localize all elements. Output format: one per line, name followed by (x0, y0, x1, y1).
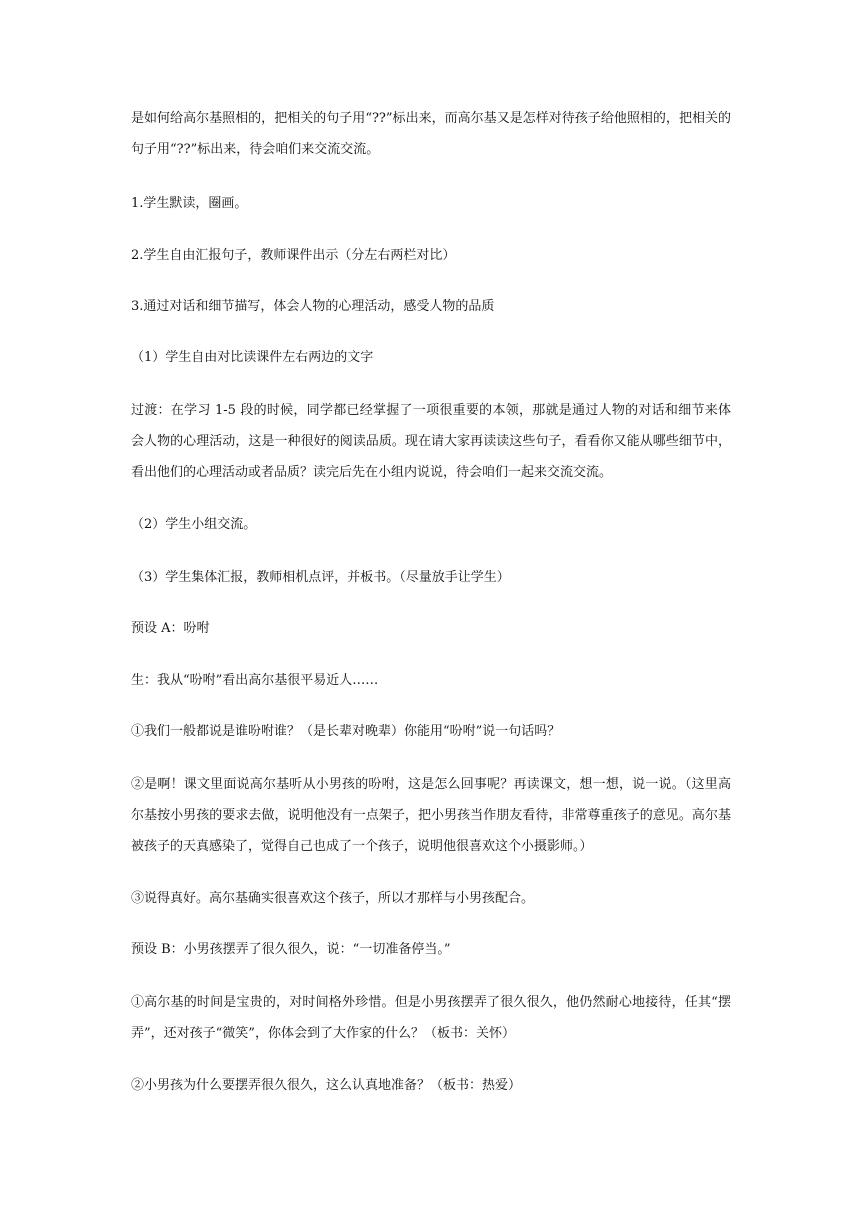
preset-a-point-2: ②是啊！课文里面说高尔基听从小男孩的吩咐，这是怎么回事呢？再读课文，想一想，说一说。（这里高尔基按小男孩的要求去做，说明他没有一点架子，把小男孩当作朋友看待，非常尊重孩子的意见。高尔基被孩子的天真感染了，觉得自己也成了一个孩子，说明他很喜欢这个小摄影师。） (131, 777, 731, 854)
paragraph-transition: 过渡：在学习 1-5 段的时候，同学都已经掌握了一项很重要的本领，那就是通过人物的对话和细节来体会人物的心理活动，这是一种很好的阅读品质。现在请大家再读读这些句子，看看你又能从哪些细节中，看出他们的心理活动或者品质？读完后先在小组内说说，待会咱们一起来交流交流。 (131, 403, 731, 480)
preset-b-heading: 预设 B：小男孩摆弄了很久很久，说：“一切准备停当。” (131, 942, 451, 957)
substep-3-class-report: （3）学生集体汇报，教师相机点评，并板书。（尽量放手让学生） (131, 570, 510, 585)
step-2-report-sentences: 2.学生自由汇报句子，教师课件出示（分左右两栏对比） (131, 248, 456, 263)
preset-a-heading: 预设 A：吩咐 (131, 621, 210, 636)
step-1-silent-reading: 1.学生默读，圈画。 (131, 196, 248, 211)
preset-b-point-2: ②小男孩为什么要摆弄很久很久，这么认真地准备？（板书：热爱） (131, 1078, 522, 1093)
preset-a-point-3: ③说得真好。高尔基确实很喜欢这个孩子，所以才那样与小男孩配合。 (131, 891, 535, 906)
step-3-dialogue-details: 3.通过对话和细节描写，体会人物的心理活动，感受人物的品质 (131, 299, 495, 314)
student-answer: 生：我从“吩咐”看出高尔基很平易近人…… (131, 673, 379, 688)
paragraph-photo-task: 是如何给高尔基照相的，把相关的句子用“??”标出来，而高尔基又是怎样对待孩子给他照相的，把相关的句子用“??”标出来，待会咱们来交流交流。 (131, 111, 731, 157)
substep-2-group-discussion: （2）学生小组交流。 (131, 517, 257, 532)
preset-b-point-1: ①高尔基的时间是宝贵的，对时间格外珍惜。但是小男孩摆弄了很久很久，他仍然耐心地接待，任其“摆弄”，还对孩子“微笑”，你体会到了大作家的什么？（板书：关怀） (131, 995, 731, 1041)
substep-1-compare-reading: （1）学生自由对比读课件左右两边的文字 (131, 350, 374, 365)
preset-a-point-1: ①我们一般都说是谁吩咐谁？（是长辈对晚辈）你能用“吩咐”说一句话吗？ (131, 724, 561, 739)
